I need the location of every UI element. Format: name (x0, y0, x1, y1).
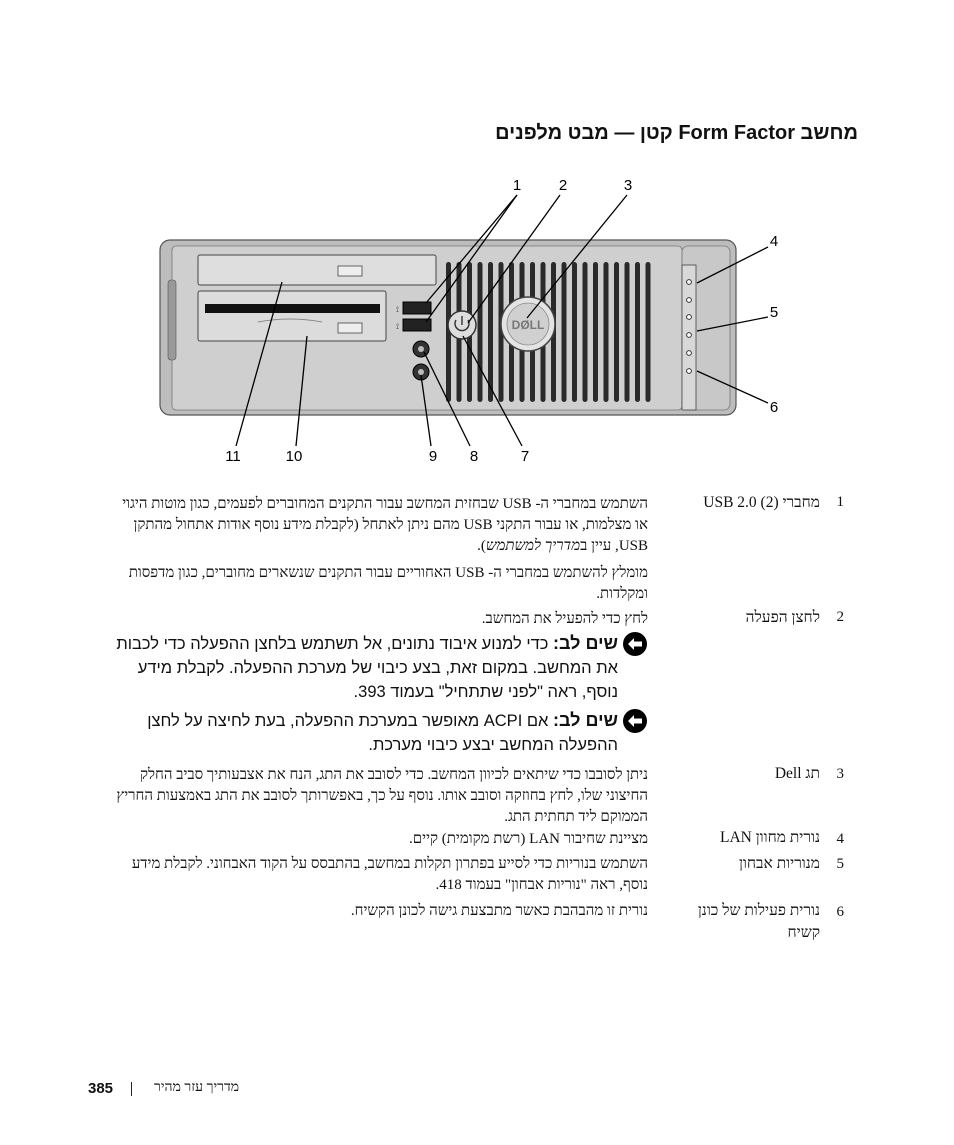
vent-slot (614, 262, 619, 402)
item-number: 1 (836, 494, 844, 510)
item-number: 3 (836, 766, 844, 782)
footer-guide-title: מדריך עזר מהיר (154, 1080, 240, 1095)
item-number: 6 (836, 904, 844, 920)
notice-text: כדי למנוע איבוד נתונים, אל תשתמש בלחצן ההפעלה כדי לכבות את המחשב. במקום זאת, בצע כיבוי של מערכת ההפעלה. לקבלת מידע נוסף, ראה "לפני שתתחיל" בעמוד 393. (116, 635, 618, 701)
item-description: השתמש במחברי ה- USB שבחזית המחשב עבור התקנים המחוברים לפעמים, כגון מוטות היגוי או מצלמות, או עבור התקני USB מהם ניתן לאתחל (לקבלת מידע נוסף אודות אתחול מהתקן USB, עיין במדריך למשתמש). (122, 496, 648, 554)
notice-box (108, 631, 648, 704)
callout-8: 8 (469, 448, 479, 465)
vent-slot (583, 262, 588, 402)
floppy-drive (198, 291, 386, 341)
optical-drive-button (338, 266, 362, 276)
item-description-extra: מומלץ להשתמש במחברי ה- USB האחוריים עבור התקנים שנשארים מחוברים, כגון מדפסות ומקלדות. (128, 565, 648, 602)
vent-slot (646, 262, 651, 402)
item-description: נורית זו מהבהבת כאשר מתבצעת גישה לכונן הקשיח. (350, 903, 648, 919)
floppy-eject-button (338, 323, 362, 333)
vent-slot (562, 262, 567, 402)
callout-1: 1 (512, 177, 522, 194)
callout-10: 10 (285, 448, 303, 465)
footer-divider (131, 1082, 132, 1096)
page-title: מחשב Form Factor קטן — מבט מלפנים (495, 122, 858, 144)
item-description: מציינת שחיבור LAN (רשת מקומית) קיים. (409, 831, 648, 847)
vent-slot (478, 262, 483, 402)
notice-arrow-icon (622, 631, 648, 657)
item-number: 4 (836, 831, 844, 847)
item-term: לחצן הפעלה (745, 609, 820, 626)
front-view-figure (0, 170, 954, 470)
callout-9: 9 (428, 448, 438, 465)
item-term: נורית מחוון LAN (720, 829, 820, 846)
item-term: נורית פעילות של כונן קשיח (697, 902, 820, 941)
vent-slot (625, 262, 630, 402)
notice-arrow-icon (622, 708, 648, 734)
callout-11: 11 (225, 448, 241, 465)
notice-label: שים לב: (553, 633, 618, 653)
callout-4: 4 (769, 233, 779, 250)
item-term: מחברי USB 2.0 (2) (703, 494, 820, 511)
usb-port-top (403, 302, 431, 314)
callout-6: 6 (769, 399, 779, 416)
item-number: 5 (836, 856, 844, 872)
item-number: 2 (836, 609, 844, 625)
usb-symbol-icon: ⟟ (396, 305, 399, 314)
vent-slot (488, 262, 493, 402)
vent-slot (635, 262, 640, 402)
item-term: תג Dell (774, 765, 820, 782)
usb-symbol-icon: ⟟ (396, 322, 399, 331)
vent-slot (572, 262, 577, 402)
floppy-slot (205, 304, 380, 313)
callout-7: 7 (520, 448, 530, 465)
item-description: לחץ כדי להפעיל את המחשב. (481, 611, 648, 627)
vent-slot (593, 262, 598, 402)
item-term: מנוריות אבחון (738, 855, 820, 872)
optical-drive (198, 255, 436, 285)
item-description: ניתן לסובבו כדי שיתאים לכיוון המחשב. כדי לסובב את התג, הנח את אצבעותיך סביב החלק החיצוני שלו, לחץ בחוזקה וסובב אותו. נוסף על כך, באפשרותך לסובב את התג באמצעות החריץ הממוקם ליד תחתית התג. (116, 767, 648, 825)
side-handle (168, 280, 176, 360)
callout-2: 2 (558, 177, 568, 194)
notice-box (108, 708, 648, 757)
callout-3: 3 (623, 177, 633, 194)
callout-5: 5 (769, 304, 779, 321)
page-number: 385 (88, 1080, 114, 1097)
notice-text: אם ACPI מאופשר במערכת ההפעלה, בעת לחיצה על לחצן ההפעלה המחשב יבצע כיבוי מערכת. (147, 712, 618, 754)
item-description: השתמש בנוריות כדי לסייע בפתרון תקלות במחשב, בהתבסס על הקוד האבחוני. לקבלת מידע נוסף, ראה "נוריות אבחון" בעמוד 418. (131, 856, 648, 893)
notice-label: שים לב: (553, 710, 618, 730)
vent-slot (604, 262, 609, 402)
dell-logo: DØLL (511, 318, 545, 332)
